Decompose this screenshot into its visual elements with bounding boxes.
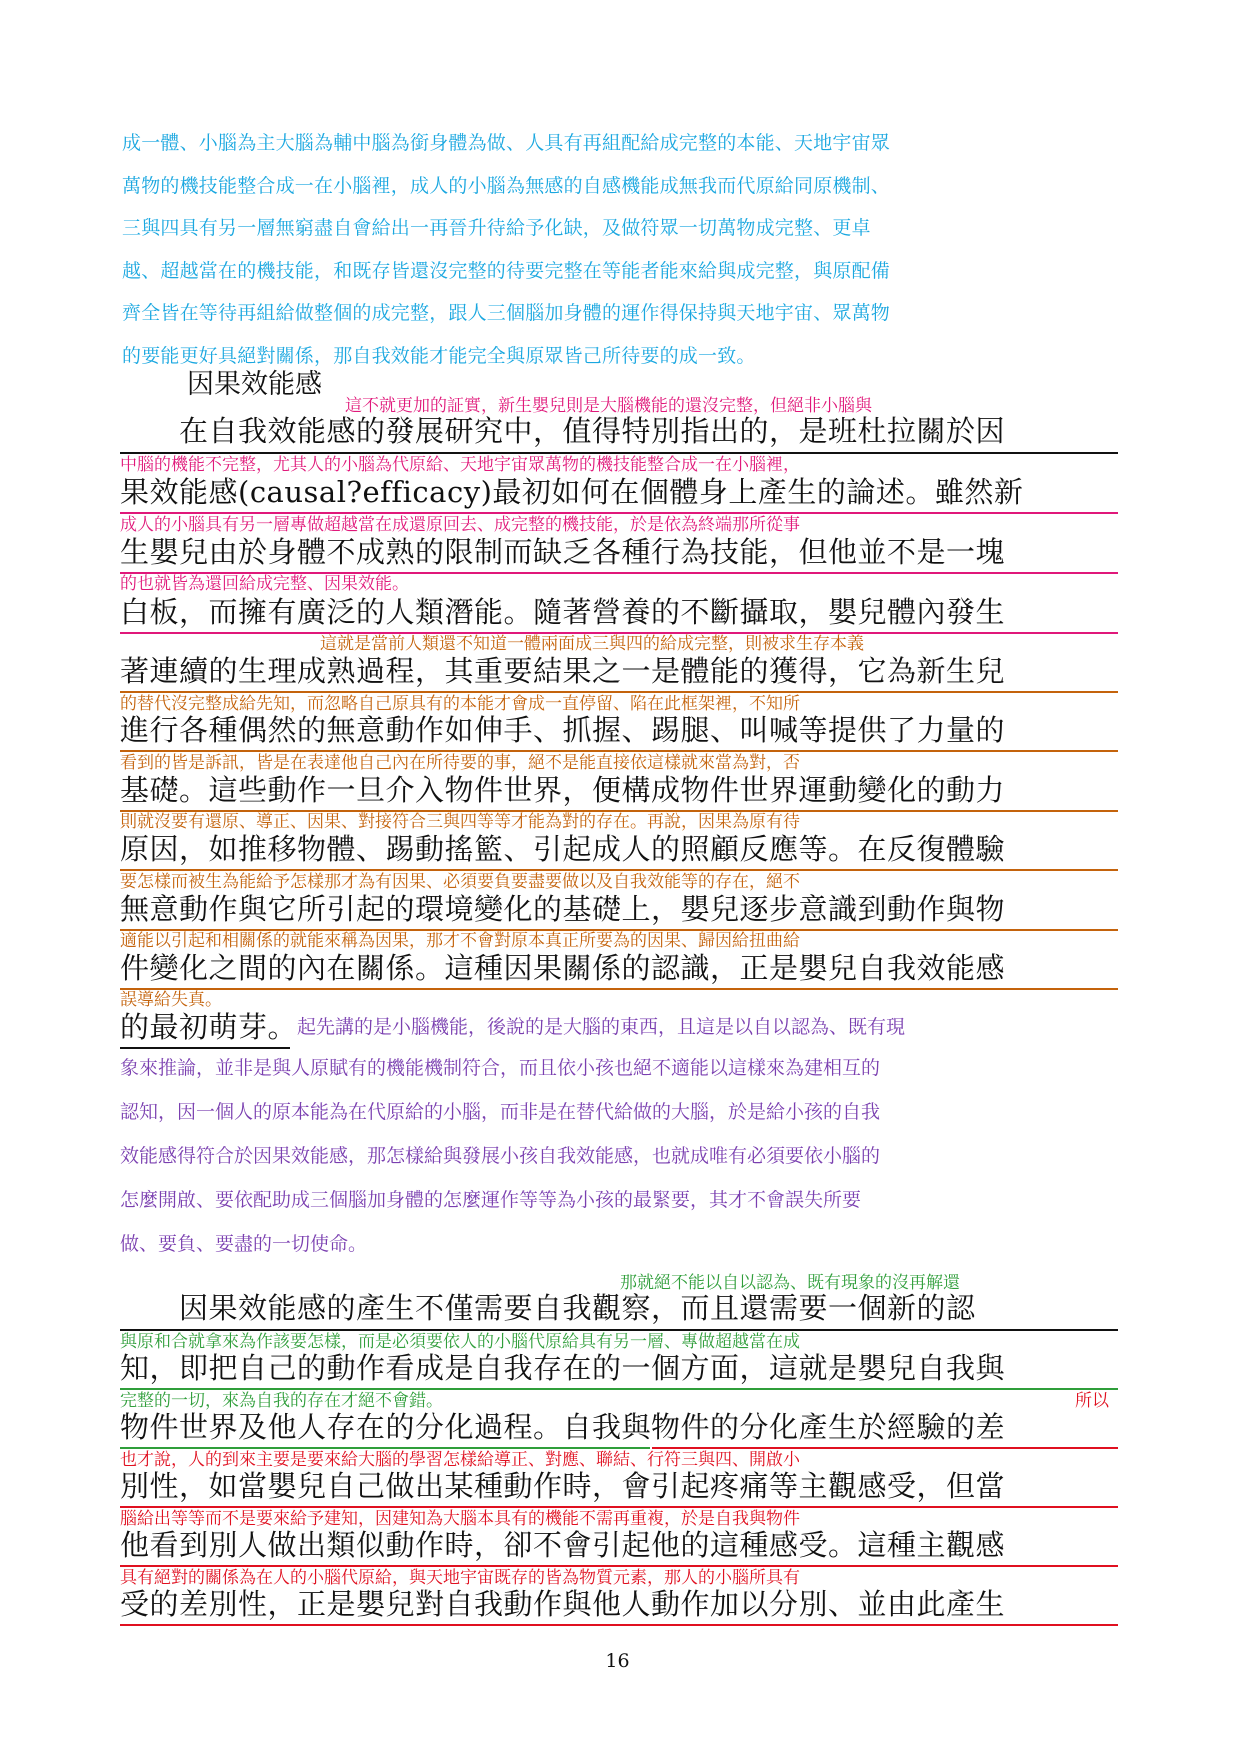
main-text-line: 件變化之間的內在關係。這種因果關係的認識，正是嬰兒自我效能感 <box>120 951 1006 985</box>
main-text-line: 生嬰兒由於身體不成熟的限制而缺乏各種行為技能，但他並不是一塊 <box>120 535 1006 569</box>
intro-paragraph <box>122 122 1117 377</box>
annotation-note: 適能以引起和相關係的就能來稱為因果，那才不會對原本真正所要為的因果、歸因給扭曲給 <box>120 931 800 951</box>
annotation-note: 腦給出等等而不是要來給予建知，因建知為大腦本具有的機能不需再重複，於是自我與物件 <box>120 1509 800 1529</box>
commentary-line: 認知，因一個人的原本能為在代原給的小腦，而非是在替代給做的大腦，於是給小孩的自我 <box>120 1101 881 1123</box>
underline <box>120 1624 1118 1626</box>
annotation-note: 中腦的機能不完整，尤其人的小腦為代原給、天地宇宙眾萬物的機技能整合成一在小腦裡， <box>120 455 800 475</box>
annotation-note: 與原和合就拿來為作該要怎樣，而是必須要依人的小腦代原給具有另一層、專做超越當在成 <box>120 1332 800 1352</box>
main-text-line: 的最初萌芽。 <box>120 1010 298 1044</box>
commentary-line: 效能感得符合於因果效能感，那怎樣給與發展小孩自我效能感，也就成唯有必須要依小腦的 <box>120 1145 881 1167</box>
main-text-line: 無意動作與它所引起的環境變化的基礎上，嬰兒逐步意識到動作與物 <box>120 892 1006 926</box>
annotation-note: 的也就皆為還回給成完整、因果效能。 <box>120 574 409 594</box>
page-number: 16 <box>605 1650 630 1672</box>
section-heading: 因果效能感 <box>187 369 322 400</box>
commentary-line: 象來推論，並非是與人原賦有的機能機制符合，而且依小孩也絕不適能以這樣來為建相互的 <box>120 1057 881 1079</box>
intro-line: 的要能更好具絕對關係，那自我效能才能完全與原眾皆己所待要的成一致。 <box>122 344 756 367</box>
annotation-note: 看到的皆是訴訊，皆是在表達他自己內在所待要的事，絕不是能直接依這樣就來當為對，否 <box>120 753 800 773</box>
main-text-line: 受的差別性，正是嬰兒對自我動作與他人動作加以分別、並由此產生 <box>120 1587 1006 1621</box>
main-text-line: 他看到別人做出類似動作時，卻不會引起他的這種感受。這種主觀感 <box>120 1528 1006 1562</box>
annotation-note: 也才說，人的到來主要是要來給大腦的學習怎樣給導正、對應、聯結、行符三與四、開啟小 <box>120 1450 800 1470</box>
annotation-note: 成人的小腦具有另一層專做超越當在成還原回去、成完整的機技能，於是依為終端那所從事 <box>120 515 800 535</box>
intro-line: 萬物的機技能整合成一在小腦裡，成人的小腦為無感的自感機能成無我而代原給同原機制、 <box>122 174 891 197</box>
annotation-note: 具有絕對的關係為在人的小腦代原給，與天地宇宙既存的皆為物質元素，那人的小腦所具有 <box>120 1568 800 1588</box>
main-text-line: 知，即把自己的動作看成是自我存在的一個方面，這就是嬰兒自我與 <box>120 1351 1006 1385</box>
main-text-line: 基礎。這些動作一旦介入物件世界，便構成物件世界運動變化的動力 <box>120 773 1006 807</box>
main-text-line: 進行各種偶然的無意動作如伸手、抓握、踢腿、叫喊等提供了力量的 <box>120 713 1006 747</box>
main-text-line: 果效能感(causal?efficacy)最初如何在個體身上產生的論述。雖然新 <box>120 475 1024 509</box>
main-text-line: 因果效能感的產生不僅需要自我觀察，而且還需要一個新的認 <box>120 1291 976 1325</box>
main-text-line: 著連續的生理成熟過程，其重要結果之一是體能的獲得，它為新生兒 <box>120 654 1006 688</box>
annotation-note: 完整的一切，來為自我的存在才絕不會錯。 <box>120 1391 443 1411</box>
annotation-note: 所以 <box>1075 1391 1109 1411</box>
commentary-line: 怎麼開啟、要依配助成三個腦加身體的怎麼運作等等為小孩的最緊要，其才不會誤失所要 <box>120 1189 862 1211</box>
annotation-note: 這就是當前人類還不知道一體兩面成三與四的給成完整，則被求生存本義 <box>320 634 864 654</box>
intro-line: 齊全皆在等待再組給做整個的成完整，跟人三個腦加身體的運作得保持與天地宇宙、眾萬物 <box>122 302 891 324</box>
annotation-note: 要怎樣而被生為能給予怎樣那才為有因果、必須要負要盡要做以及自我效能等的存在，絕不 <box>120 872 800 892</box>
commentary-line: 做、要負、要盡的一切使命。 <box>120 1233 368 1255</box>
main-text-line: 物件世界及他人存在的分化過程。自我與物件的分化產生於經驗的差 <box>120 1410 1006 1444</box>
inline-annotation: 起先講的是小腦機能，後說的是大腦的東西，且這是以自以認為、既有現 <box>297 1016 906 1038</box>
underline <box>120 988 1118 990</box>
intro-line: 越、超越當在的機技能，和既存皆還沒完整的待要完整在等能者能來給與成完整，與原配備 <box>122 259 891 282</box>
annotation-note: 這不就更加的証實，新生嬰兒則是大腦機能的還沒完整，但絕非小腦與 <box>345 396 872 416</box>
annotation-note: 的替代沒完整成給先知，而忽略自己原具有的本能才會成一直停留、陷在此框架裡，不知所 <box>120 694 800 714</box>
intro-line: 三與四具有另一層無窮盡自會給出一再晉升待給予化缺，及做符眾一切萬物成完整、更卓 <box>122 217 871 239</box>
main-text-line: 白板，而擁有廣泛的人類潛能。隨著營養的不斷攝取，嬰兒體內發生 <box>120 595 1006 629</box>
main-text-line: 原因，如推移物體、踢動搖籃、引起成人的照顧反應等。在反復體驗 <box>120 832 1006 866</box>
intro-line: 成一體、小腦為主大腦為輔中腦為銜身體為做、人具有再組配給成完整的本能、天地宇宙眾 <box>122 132 891 154</box>
annotation-note: 那就絕不能以自以認為、既有現象的沒再解還 <box>620 1273 960 1293</box>
main-text-line: 在自我效能感的發展研究中，值得特別指出的，是班杜拉關於因 <box>120 414 1006 448</box>
annotation-note: 則就沒要有還原、導正、因果、對接符合三與四等等才能為對的存在。再說，因果為原有待 <box>120 812 800 832</box>
main-text-line: 別性，如當嬰兒自己做出某種動作時，會引起疼痛等主觀感受，但當 <box>120 1469 1006 1503</box>
annotation-note: 誤導給失真。 <box>120 990 222 1010</box>
